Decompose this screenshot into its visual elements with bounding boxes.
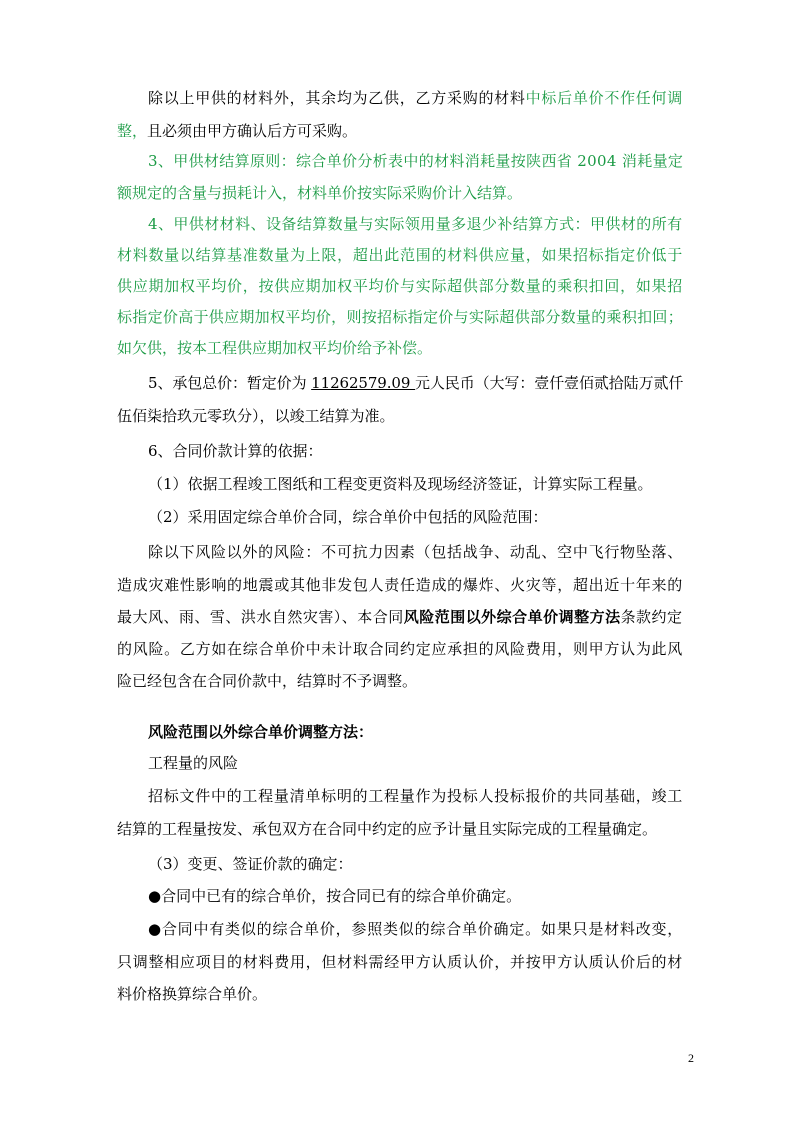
- text-segment: 整，: [117, 122, 148, 140]
- text-segment: 6、合同价款计算的依据：: [148, 442, 323, 460]
- text-line: [117, 670, 417, 692]
- text-line: [117, 638, 683, 660]
- text-segment: ●合同中有类似的综合单价，参照类似的综合单价确定。如果只是材料改变，: [148, 920, 684, 938]
- text-line: [148, 506, 548, 528]
- text-segment: 额规定的含量与损耗计入，材料单价按实际采购价计入结算。: [117, 184, 523, 202]
- text-line: [148, 213, 683, 235]
- text-line: [117, 606, 683, 628]
- text-segment: ●合同中已有的综合单价，按合同已有的综合单价确定。: [148, 887, 522, 905]
- text-segment: 材料数量以结算基准数量为上限，超出此范围的材料供应量，如果招标指定价低于: [117, 246, 684, 264]
- text-line: [117, 951, 683, 973]
- text-segment: 供应期加权平均价，按供应期加权平均价与实际超供部分数量的乘积扣回，如果招: [117, 277, 684, 295]
- text-segment: 的风险。乙方如在综合单价中未计取合同约定应承担的风险费用，则甲方认为此风: [117, 640, 684, 658]
- text-segment: 中标后单价不作任何调: [525, 89, 684, 107]
- text-line: [148, 785, 683, 807]
- text-segment: （1）依据工程竣工图纸和工程变更资料及现场经济签证，计算实际工程量。: [148, 475, 653, 493]
- text-segment: 工程量的风险: [148, 754, 239, 772]
- text-line: [117, 275, 683, 297]
- text-line: [117, 983, 267, 1005]
- text-line: [117, 818, 657, 840]
- text-segment: 造成灾难性影响的地震或其他非发包人责任造成的爆炸、火灾等，超出近十年来的: [117, 576, 684, 594]
- text-segment: 除以上甲供的材料外，其余均为乙供，乙方采购的材料: [148, 89, 526, 107]
- text-segment: 4、甲供材材料、设备结算数量与实际领用量多退少补结算方式：甲供材的所有: [148, 215, 683, 233]
- text-line: [117, 306, 683, 328]
- text-line: [148, 541, 683, 563]
- text-line: [117, 120, 357, 142]
- text-segment: 标指定价高于供应期加权平均价，则按招标指定价与实际超供部分数量的乘积扣回；: [117, 308, 684, 326]
- text-segment: 5、承包总价：暂定价为: [148, 374, 312, 392]
- text-segment: 11262579.09: [311, 374, 415, 392]
- text-segment: 且必须由甲方确认后方可采购。: [147, 122, 358, 140]
- text-line: [117, 182, 522, 204]
- text-line: [148, 150, 683, 172]
- text-segment: 元人民币（大写：壹仟壹佰贰拾陆万贰仟: [415, 374, 684, 392]
- text-segment: 结算的工程量按发、承包双方在合同中约定的应予计量且实际完成的工程量确定。: [117, 820, 658, 838]
- text-line: [117, 574, 683, 596]
- text-line: [148, 473, 653, 495]
- text-segment: 最大风、雨、雪、洪水自然灾害）、本合同: [117, 608, 404, 626]
- text-line: [148, 752, 238, 774]
- text-segment: 条款约定: [620, 608, 683, 626]
- text-line: [148, 918, 683, 940]
- text-line: [148, 372, 683, 394]
- text-line: [117, 337, 432, 359]
- text-line: [117, 405, 395, 427]
- text-segment: 风险范围以外综合单价调整方法: [403, 608, 621, 626]
- text-line: [148, 885, 521, 907]
- text-line: [148, 721, 373, 743]
- text-segment: 伍佰柒拾玖元零玖分），以竣工结算为准。: [117, 407, 395, 425]
- text-segment: 险已经包含在合同价款中，结算时不予调整。: [117, 672, 418, 690]
- text-segment: 只调整相应项目的材料费用，但材料需经甲方认质认价，并按甲方认质认价后的材: [117, 953, 684, 971]
- text-segment: 如欠供，按本工程供应期加权平均价给予补偿。: [117, 339, 433, 357]
- text-segment: 风险范围以外综合单价调整方法：: [148, 723, 374, 741]
- text-segment: （3）变更、签证价款的确定：: [148, 855, 353, 873]
- text-segment: （2）采用固定综合单价合同，综合单价中包括的风险范围：: [148, 508, 548, 526]
- text-line: [148, 87, 683, 109]
- text-segment: 除以下风险以外的风险：不可抗力因素（包括战争、动乱、空中飞行物坠落、: [148, 543, 684, 561]
- text-line: [117, 244, 683, 266]
- text-segment: 招标文件中的工程量清单标明的工程量作为投标人投标报价的共同基础，竣工: [148, 787, 684, 805]
- page-number: 2: [688, 1051, 694, 1065]
- text-line: [148, 440, 323, 462]
- text-segment: 3、甲供材结算原则：综合单价分析表中的材料消耗量按陕西省 2004 消耗量定: [148, 152, 684, 170]
- text-segment: 料价格换算综合单价。: [117, 985, 268, 1003]
- text-line: [148, 853, 353, 875]
